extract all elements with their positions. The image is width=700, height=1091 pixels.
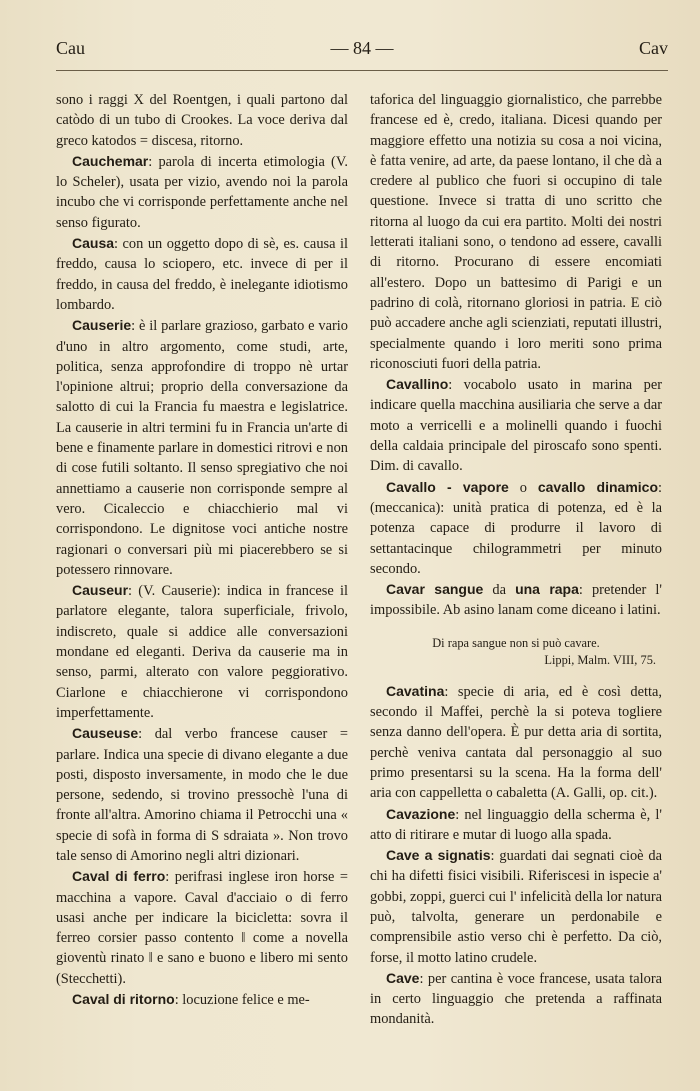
connector-text: da (483, 582, 516, 599)
entry-body: : (meccanica): unità pratica di potenza, ed è la potenza capace di produrre il lavoro di settantacinque chilogrammetri per minuto secondo. (370, 479, 663, 577)
right-column (370, 90, 662, 1030)
continuation-paragraph: sono i raggi X del Roentgen, i quali partono dal catòdo di un tubo di Crookes. La voce deriva dal greco katodos = discesa, ritorno. (56, 92, 348, 149)
quotation-citation (370, 635, 662, 669)
left-column (56, 90, 348, 1010)
header-left-guideword: Cau (56, 38, 85, 58)
continuation-paragraph: taforica del linguaggio giornalistico, che parrebbe francese ed è, credo, italiana. Dicesi quando per maggiore effetto una notizia su cosa a noi vicina, è fatta venire, ad arte, da paese lontano, il che dà a credere al publico che fuori si occupino di tale questione. Invece si tratta di uno scritto che ritorna al luogo da cui era partito. Molti dei nostri letterati italiani sono, o tendono ad essere, cavalli di ritorno. Procurano di essere encomiati all'estero. Dopo un battesimo di Parigi e un padrino di colà, ritornano gloriosi in patria. E ciò può accadere anche agli scienziati, reputati illustri, specialmente quando i loro meriti sono prima riconosciuti fuori della patria. (370, 92, 662, 372)
entry-body: : dal verbo francese causer = parlare. Indica una specie di divano elegante a due posti, disposto inversamente, in modo che le due persone, sedendo, si trovino pressochè l'una di fronte all'altra. Amorino chiama il Petrocchi una « specie di sofà in forma di S sdraiata ». Non trovo tale senso di Amorino negli altri dizionari. (56, 726, 348, 864)
headword-variant: cavallo dinamico (537, 478, 659, 495)
headword: Cave a signatis (386, 847, 491, 864)
entry-body: : con un oggetto dopo di sè, es. causa il freddo, causa lo sciopero, etc. invece di per il freddo, in causa del freddo, è inelegante idiotismo lombardo. (56, 236, 348, 313)
entry-cauchemar (56, 151, 348, 233)
headword: Cavar sangue (386, 581, 484, 598)
entry-body: : specie di aria, ed è così detta, secondo il Maffei, perchè la si poteva togliere senza danno dell'opera. È pur detta aria di sortita, perchè veniva cantata dal personaggio al suo primo presentarsi su la scena. Ha la forma dell' aria con cappelletta o cabaletta (A. Galli, op. cit.). (370, 683, 662, 802)
headword: Cavatina (386, 682, 445, 699)
headword: Causa (72, 235, 115, 252)
header-rule (56, 70, 668, 71)
headword: Causerie (72, 317, 132, 334)
entry-body: : (V. Causerie): indica in francese il parlatore elegante, talora superficiale, frivolo, indiscreto, quale si addice alle conversazioni mondane ed eleganti. Deriva da causerie ma in senso, parmi, alterato con valore peggiorativo. Ciarlone e chiacchierone vi corrispondono imperfettamente. (56, 583, 348, 721)
headword: Causeur (72, 582, 129, 599)
header-right-guideword: Cav (639, 38, 668, 58)
entry-body: : è il parlare grazioso, garbato e vario d'uno in altro argomento, come studi, arte, politica, senza approfondire di troppo nè urtar l'opinione altrui; proprio della conversazione da salotto di cui la Francia fu maestra e legislatrice. La causerie in altri termini fu in Francia un'arte di bene e finamente parlare in domestici ritrovi e non di cose futili soltanto. Il senso spregiativo che noi annettiamo a causerie non corrisponde sempre al vero. Cicaleccio e chiacchierio mal vi corrispondono. Le dignitose voci antiche nostre ragionari o conversari più mi piacerebbero se si potessero rinnovare. (56, 318, 348, 578)
headword: Caval di ritorno (72, 991, 175, 1008)
entry-body: : guardati dai segnati cioè da chi ha difetti fisici visibili. Riferiscesi in ispecie a' gobbi, zoppi, guerci cui l' infelicità della lor natura può, talvolta, generare un perdonabile e comprensibile astio verso chi è perfetto. Da ciò, forse, il motto latino crudele. (370, 848, 663, 966)
headword: Causeuse (72, 725, 139, 742)
headword: Cavallo - vapore (386, 478, 509, 495)
headword: Cavazione (386, 805, 456, 822)
page-number: — 84 — (330, 38, 394, 58)
entry-causa (56, 233, 348, 315)
entry-cavar-sangue (370, 579, 662, 621)
entry-cavallo-vapore (370, 477, 662, 579)
headword-part: una rapa (515, 581, 579, 598)
entry-cavallino (370, 374, 662, 476)
running-header (56, 38, 668, 64)
headword: Cave (386, 969, 420, 986)
connector-text: o (508, 479, 538, 496)
entry-cave (370, 968, 662, 1030)
entry-body: : pretender l' impossibile. Ab asino lanam come diceano i latini. (370, 582, 662, 619)
entry-caval-di-ritorno (56, 989, 348, 1010)
entry-causeuse (56, 723, 348, 866)
entry-caval-di-ferro (56, 866, 348, 989)
entry-body: : nel linguaggio della scherma è, l' atto di ritirare e mutar di luogo alla spada. (370, 806, 662, 843)
headword: Cavallino (386, 376, 449, 393)
citation-source: Lippi, Malm. VIII, 75. (544, 652, 656, 667)
entry-body: : locuzione felice e me- (174, 992, 310, 1009)
entry-body: : parola di incerta etimologia (V. lo Scheler), usata per vizio, avendo noi la parola incubo che vi corrisponde perfettamente anche nel senso figurato. (56, 153, 348, 231)
entry-cave-a-signatis (370, 845, 662, 968)
entry-body: : vocabolo usato in marina per indicare quella macchina ausiliaria che serve a dar moto a verricelli e a molinelli quando i fuochi della caldaia principale del piroscafo sono spenti. Dim. di cavallo. (370, 377, 662, 475)
quotation-line: Di rapa sangue non si può cavare. (432, 635, 600, 650)
entry-body: : perifrasi inglese iron horse = macchina a vapore. Caval d'acciaio o di ferro usasi anche per indicare la bicicletta: sovra il ferreo corsier passo contento ‖ come a novella gioventù rinato ‖ e sano e buono e libero mi sento (Stecchetti). (56, 869, 348, 987)
entry-causeur (56, 580, 348, 723)
entry-cavazione (370, 804, 662, 846)
entry-cavatina (370, 681, 662, 804)
entry-body: : per cantina è voce francese, usata talora in certo linguaggio che pretenda a raffinata mondanità. (370, 970, 662, 1028)
entry-causerie (56, 315, 348, 580)
headword: Caval di ferro (72, 868, 166, 885)
headword: Cauchemar (72, 152, 149, 169)
